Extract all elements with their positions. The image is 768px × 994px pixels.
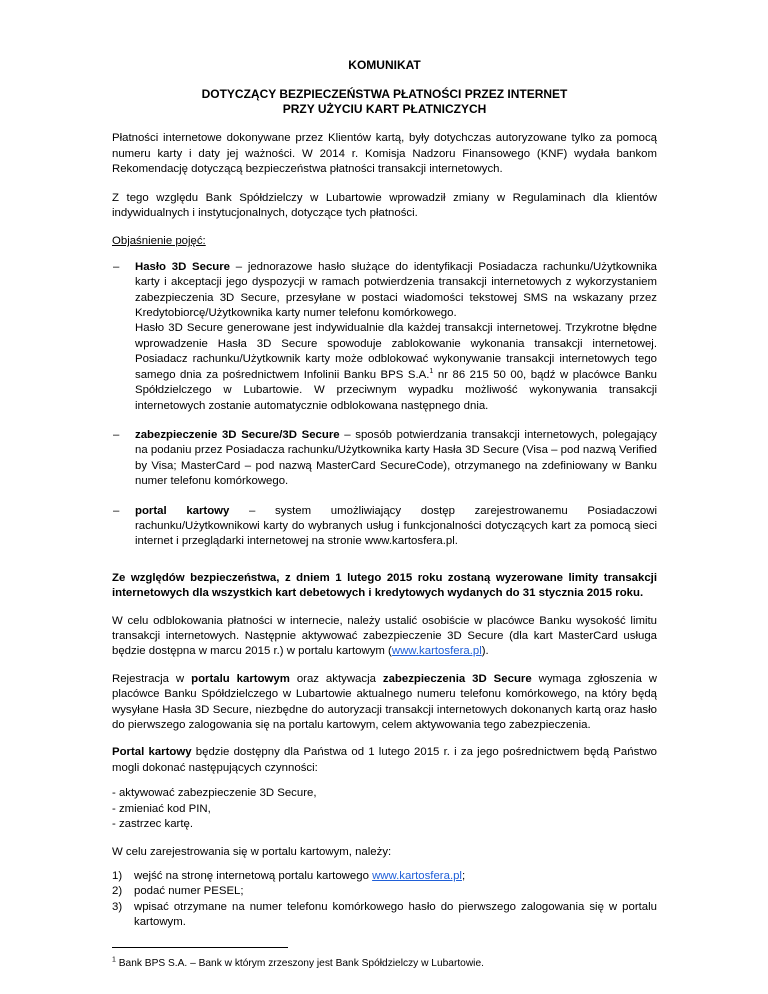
step-item: [112, 884, 657, 899]
registration-paragraph: [112, 672, 657, 734]
step-number: 3): [112, 900, 123, 913]
list-item: - aktywować zabezpieczenie 3D Secure,: [112, 787, 317, 800]
dash-bullet: –: [113, 504, 120, 517]
registration-bold-portal: portalu kartowym: [191, 672, 290, 685]
actions-list: [112, 786, 657, 832]
definitions-list: [112, 260, 657, 550]
kartosfera-link[interactable]: www.kartosfera.pl: [391, 645, 482, 658]
footnote-text: Bank BPS S.A. – Bank w którym zrzeszony jest Bank Spółdzielczy w Lubartowie.: [115, 958, 484, 969]
list-item: - zmieniać kod PIN,: [112, 802, 211, 815]
step-number: 1): [112, 869, 123, 882]
definition-item: [112, 260, 657, 414]
definition-text-continued-2: nr 86 215 50 00, bądź w placówce Banku Spółdzielczego w Lubartowie. W przeciwnym wypadku możliwość wykonywania transakcji internetowych zostanie automatycznie odblokowana następnego dnia.: [135, 368, 658, 412]
intro-paragraph-2: Z tego względu Bank Spółdzielczy w Lubartowie wprowadził zmiany w Regulaminach dla klientów indywidualnych i instytucjonalnych, dotyczące tych płatności.: [112, 191, 657, 220]
document-subtitle: [112, 87, 657, 117]
step-text-end: ;: [461, 869, 466, 882]
dash-bullet: –: [113, 428, 120, 441]
steps-list: [112, 869, 657, 931]
definition-term: Hasło 3D Secure: [135, 260, 231, 273]
definition-term: zabezpieczenie 3D Secure/3D Secure: [135, 428, 340, 441]
step-text: wejść na stronę internetową portalu kartowego: [134, 869, 373, 882]
footnote-ref[interactable]: 1: [429, 367, 434, 375]
subtitle-line-1: DOTYCZĄCY BEZPIECZEŃSTWA PŁATNOŚCI PRZEZ INTERNET: [201, 87, 568, 102]
document-page: [112, 58, 657, 930]
step-number: 2): [112, 885, 123, 898]
list-item: - zastrzec kartę.: [112, 818, 194, 831]
footnote: [112, 957, 657, 970]
intro-paragraph-1: Płatności internetowe dokonywane przez Klientów kartą, były dotychczas autoryzowane tylko za pomocą numeru karty i daty jej ważności. W 2014 r. Komisja Nadzoru Finansowego (KNF) wydała bankom Rekomendację dotyczącą bezpieczeństwa płatności transakcji internetowych.: [112, 132, 657, 176]
definition-term: portal kartowy: [135, 504, 230, 517]
step-text: podać numer PESEL;: [134, 885, 244, 898]
unlock-paragraph: [112, 614, 657, 660]
definition-text: – jednorazowe hasło służące do identyfikacji Posiadacza rachunku/Użytkownika karty i akceptacji jego dyspozycji w ramach potwierdzenia transakcji internetowych z wykorzystaniem zabezpieczenia 3D Secure, przesyłane w postaci wiadomości tekstowej SMS na wskazany przez Kredytobiorcę/Użytkownika karty numer telefonu komórkowego.: [135, 260, 657, 320]
definition-text: – sposób potwierdzania transakcji internetowych, polegający na podaniu przez Posiadacza rachunku/Użytkownika karty Hasła 3D Secure (Visa – pod nazwą Verified by Visa; MasterCard – pod nazwą MasterCard SecureCode), otrzymanego na zdefiniowany w Banku numer telefonu komórkowego.: [135, 428, 657, 488]
footnote-divider: [112, 947, 288, 948]
registration-text: wymaga zgłoszenia w placówce Banku Spółdzielczego w Lubartowie aktualnego numeru telefonu komórkowego, na który będą wysyłane Hasła 3D Secure, niezbędne do autoryzacji transakcji internetowych dokonanych kartą oraz hasło do pierwszego zalogowania się na portalu kartowym, celem aktywowania tego zabezpieczenia.: [112, 672, 657, 731]
portal-text: będzie dostępny dla Państwa od 1 lutego 2015 r. i za jego pośrednictwem będą Państwo mogli dokonać następujących czynności:: [112, 746, 658, 774]
footnote-number: 1: [112, 956, 116, 964]
dash-bullet: –: [113, 260, 120, 273]
steps-intro: W celu zarejestrowania się w portalu kartowym, należy:: [112, 846, 392, 859]
step-item: [112, 869, 657, 884]
definitions-heading: Objaśnienie pojęć:: [112, 235, 206, 248]
step-item: [112, 900, 657, 931]
definition-item: [112, 504, 657, 550]
unlock-text-end: ).: [481, 645, 489, 658]
portal-paragraph: [112, 745, 657, 776]
registration-text: oraz aktywacja: [289, 672, 383, 685]
definition-item: [112, 428, 657, 490]
portal-bold: Portal kartowy: [112, 746, 192, 759]
kartosfera-link[interactable]: www.kartosfera.pl: [372, 869, 462, 882]
document-title: KOMUNIKAT: [348, 58, 421, 72]
subtitle-line-2: PRZY UŻYCIU KART PŁATNICZYCH: [282, 102, 487, 117]
registration-text: Rejestracja w: [112, 672, 192, 685]
registration-bold-3ds: zabezpieczenia 3D Secure: [382, 672, 532, 685]
security-notice: Ze względów bezpieczeństwa, z dniem 1 lutego 2015 roku zostaną wyzerowane limity transakcji internetowych dla wszystkich kart debetowych i kredytowych wydanych do 31 stycznia 2015 roku.: [112, 571, 657, 600]
step-text: wpisać otrzymane na numer telefonu komórkowego hasło do pierwszego zalogowania się w portalu kartowym.: [134, 900, 657, 929]
definition-text-continued: Hasło 3D Secure generowane jest indywidualnie dla każdej transakcji internetowej. Trzykrotne błędne wprowadzenie Hasła 3D Secure spowoduje zablokowanie wykonania transakcji internetowej. Posiadacz rachunku/Użytkownik karty może odblokować wykonywanie transakcji internetowych tego samego dnia za pośrednictwem Infolinii Banku BPS S.A.: [135, 322, 657, 381]
unlock-text: W celu odblokowania płatności w internecie, należy ustalić osobiście w placówce Banku wysokość limitu transakcji internetowych. Następnie aktywować zabezpieczenie 3D Secure (dla kart MasterCard usługa będzie dostępna w marcu 2015 r.) w portalu kartowym (: [112, 614, 657, 658]
definition-text: – system umożliwiający dostęp zarejestrowanemu Posiadaczowi rachunku/Użytkownikowi karty do wybranych usług i funkcjonalności dotyczących kart za pomocą sieci internet i przeglądarki internetowej na stronie www.kartosfera.pl.: [135, 504, 657, 548]
